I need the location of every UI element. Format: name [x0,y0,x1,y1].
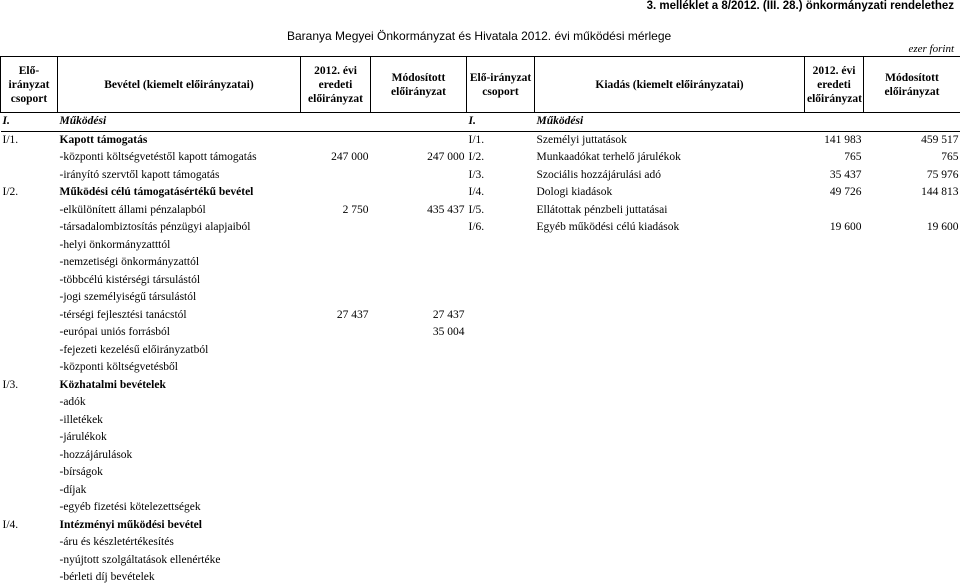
row-expense-label [535,254,805,272]
row-right-original [805,272,864,290]
row-revenue-label: -térségi fejlesztési tanácstól [59,308,187,321]
row-expense-label: Személyi juttatások [536,133,627,146]
row-revenue-label: -hozzájárulások [59,448,133,461]
document-title: Baranya Megyei Önkormányzat és Hivatala 2012. évi működési mérlege [287,29,672,43]
row-revenue-label: -nyújtott szolgáltatások ellenértéke [59,553,221,566]
row-expense-label [535,447,805,465]
section-right-code: I. [467,113,535,132]
row-right-original: 765 [844,151,862,164]
row-right-original [805,289,864,307]
row-right-code [467,534,535,552]
row-expense-label [535,412,805,430]
row-revenue-label: -nemzetiségi önkormányzattól [59,256,200,269]
row-left-modified [371,272,467,290]
row-right-original: 141 983 [824,133,862,146]
row-revenue-label: -díjak [59,483,87,496]
row-revenue-label: -európai uniós forrásból [59,326,170,339]
row-left-modified [371,254,467,272]
row-right-modified [864,342,960,360]
row-left-modified: 435 437 [427,203,465,216]
row-left-original [301,184,371,202]
row-expense-label [535,289,805,307]
row-right-original [805,324,864,342]
row-right-original: 19 600 [829,221,862,234]
row-left-original [301,534,371,552]
col-mod-left: Módosított előirányzat [371,57,467,113]
row-expense-label [535,377,805,395]
row-right-code [467,272,535,290]
row-left-modified: 35 004 [432,326,465,339]
row-left-original [301,167,371,185]
row-left-modified [371,569,467,587]
row-left-code [1,394,58,412]
row-right-modified [864,377,960,395]
row-expense-label [535,482,805,500]
unit-label: ezer forint [908,43,954,55]
row-expense-label [535,569,805,587]
row-left-original [301,569,371,587]
table-row [1,219,960,237]
row-left-original [301,359,371,377]
row-left-modified: 247 000 [427,151,465,164]
row-right-original [805,552,864,570]
row-left-modified: 27 437 [432,308,465,321]
row-right-modified [864,499,960,517]
col-orig-right: 2012. évi eredeti előirányzat [805,57,864,113]
row-right-modified [864,464,960,482]
row-left-original [301,552,371,570]
row-right-original [805,412,864,430]
table-row [1,254,960,272]
row-right-original [805,482,864,500]
row-right-modified [864,289,960,307]
row-right-code [467,394,535,412]
row-right-modified [864,202,960,220]
row-left-code: I/4. [2,518,19,531]
row-right-code [467,552,535,570]
row-left-original: 247 000 [331,151,369,164]
table-row [1,412,960,430]
row-right-code [467,517,535,535]
section-empty [301,113,371,132]
row-right-code [467,447,535,465]
row-left-modified [371,167,467,185]
row-left-code [1,429,58,447]
row-left-original [301,237,371,255]
row-expense-label: Egyéb működési célú kiadások [536,221,680,234]
row-left-original [301,412,371,430]
row-left-original [301,447,371,465]
row-right-original [805,202,864,220]
row-right-code [467,324,535,342]
row-left-modified [371,289,467,307]
row-left-modified [371,517,467,535]
table-row [1,289,960,307]
row-left-modified [371,447,467,465]
col-mod-right: Módosított előirányzat [864,57,960,113]
row-right-code: I/4. [468,186,485,199]
row-right-original [805,464,864,482]
row-right-modified [864,307,960,325]
row-left-modified [371,377,467,395]
row-left-original [301,464,371,482]
row-right-code [467,342,535,360]
row-expense-label [535,534,805,552]
row-left-modified [371,219,467,237]
row-left-code [1,359,58,377]
row-left-modified [371,131,467,149]
row-revenue-label: Közhatalmi bevételek [59,378,166,391]
row-left-original [301,499,371,517]
row-revenue-label: -áru és készletértékesítés [59,536,174,549]
row-left-code [1,552,58,570]
table-row [1,272,960,290]
row-right-modified: 144 813 [921,186,959,199]
row-revenue-label: Működési célú támogatásértékű bevétel [59,186,254,199]
row-right-original [805,254,864,272]
row-left-code [1,307,58,325]
balance-table [0,56,960,587]
table-row [1,499,960,517]
row-expense-label [535,324,805,342]
row-expense-label: Munkaadókat terhelő járulékok [536,151,681,164]
annex-reference: 3. melléklet a 8/2012. (III. 28.) önkormányzati rendelethez [646,0,954,12]
row-left-code [1,324,58,342]
row-expense-label [535,272,805,290]
row-right-code [467,237,535,255]
row-right-modified: 459 517 [921,133,959,146]
row-left-modified [371,237,467,255]
row-revenue-label: -jogi személyiségű társulástól [59,291,197,304]
row-right-modified [864,272,960,290]
table-row [1,464,960,482]
row-left-original [301,254,371,272]
row-right-original [805,569,864,587]
row-left-code [1,202,58,220]
row-left-modified [371,429,467,447]
row-left-original: 2 750 [342,203,369,216]
table-row [1,307,960,325]
row-right-code: I/5. [468,203,485,216]
row-right-original [805,342,864,360]
row-left-code [1,289,58,307]
row-right-modified: 765 [941,151,959,164]
table-row [1,377,960,395]
row-left-code [1,482,58,500]
row-expense-label [535,464,805,482]
table-row [1,359,960,377]
row-expense-label [535,359,805,377]
row-left-code [1,569,58,587]
row-left-code [1,272,58,290]
row-right-original [805,429,864,447]
row-left-original [301,219,371,237]
row-right-original [805,517,864,535]
row-right-original: 35 437 [829,168,862,181]
row-left-modified [371,552,467,570]
section-empty [805,113,864,132]
row-right-original [805,307,864,325]
row-expense-label: Szociális hozzájárulási adó [536,168,662,181]
row-left-original [301,377,371,395]
row-right-original [805,499,864,517]
row-revenue-label: -fejezeti kezelésű előirányzatból [59,343,209,356]
row-right-original [805,359,864,377]
table-row [1,447,960,465]
row-left-code [1,237,58,255]
row-right-modified [864,324,960,342]
table-row [1,184,960,202]
row-left-code: I/3. [2,378,19,391]
row-left-code: I/2. [2,186,19,199]
row-right-original [805,534,864,552]
row-right-code [467,412,535,430]
row-left-original [301,289,371,307]
row-right-original [805,394,864,412]
row-left-modified [371,464,467,482]
row-right-modified: 75 976 [926,168,959,181]
row-left-code [1,149,58,167]
row-left-code [1,219,58,237]
row-right-original [805,447,864,465]
table-row [1,149,960,167]
row-left-code [1,499,58,517]
row-right-modified [864,482,960,500]
row-revenue-label: -bérleti díj bevételek [59,571,155,584]
row-right-code [467,464,535,482]
row-right-modified [864,412,960,430]
row-right-code [467,377,535,395]
row-right-modified [864,254,960,272]
row-revenue-label: -központi költségvetésből [59,361,178,374]
row-expense-label: Ellátottak pénzbeli juttatásai [536,203,668,216]
table-row [1,342,960,360]
row-left-modified [371,534,467,552]
row-right-original [805,377,864,395]
row-right-code [467,429,535,447]
row-right-modified [864,534,960,552]
row-revenue-label: -járulékok [59,431,107,444]
row-left-original [301,394,371,412]
row-left-modified [371,482,467,500]
row-right-code [467,482,535,500]
row-left-code [1,167,58,185]
section-empty [864,113,960,132]
table-row [1,517,960,535]
row-right-code: I/1. [468,133,485,146]
row-expense-label [535,237,805,255]
row-right-modified [864,237,960,255]
table-row [1,237,960,255]
row-revenue-label: -elkülönített állami pénzalapból [59,203,206,216]
row-revenue-label: -társadalombiztosítás pénzügyi alapjaiból [59,221,251,234]
row-right-code [467,289,535,307]
table-row [1,167,960,185]
section-right-label: Működési [535,113,805,132]
row-right-code [467,254,535,272]
table-row [1,569,960,587]
row-expense-label [535,307,805,325]
row-expense-label [535,499,805,517]
row-left-original [301,131,371,149]
table-row [1,482,960,500]
row-revenue-label: Kapott támogatás [59,133,148,146]
section-row [1,113,960,132]
row-left-code [1,464,58,482]
row-revenue-label: -irányító szervtől kapott támogatás [59,168,220,181]
table-row [1,552,960,570]
row-expense-label [535,517,805,535]
row-left-original [301,517,371,535]
row-left-original [301,482,371,500]
col-expense: Kiadás (kiemelt előirányzatai) [535,57,805,113]
row-expense-label [535,394,805,412]
row-right-modified [864,429,960,447]
table-row [1,324,960,342]
row-left-original [301,342,371,360]
row-right-modified [864,552,960,570]
row-left-code [1,254,58,272]
row-right-modified [864,569,960,587]
section-left-label: Működési [58,113,301,132]
row-left-original [301,429,371,447]
row-right-original: 49 726 [829,186,862,199]
row-expense-label [535,342,805,360]
row-revenue-label: -egyéb fizetési kötelezettségek [59,501,201,514]
row-revenue-label: -többcélú kistérségi társulástól [59,273,201,286]
row-right-code: I/2. [468,151,485,164]
row-left-modified [371,412,467,430]
table-row [1,394,960,412]
row-revenue-label: -illetékek [59,413,103,426]
row-right-code [467,569,535,587]
col-group-left: Elő-irányzat csoport [1,57,58,113]
col-orig-left: 2012. évi eredeti előirányzat [301,57,371,113]
row-expense-label [535,552,805,570]
table-row [1,534,960,552]
col-revenue: Bevétel (kiemelt előirányzatai) [58,57,301,113]
row-right-modified [864,447,960,465]
row-expense-label: Dologi kiadások [536,186,613,199]
row-revenue-label: -központi költségvetéstől kapott támogatás [59,151,257,164]
row-left-code [1,534,58,552]
row-left-original: 27 437 [336,308,369,321]
row-right-code [467,307,535,325]
section-empty [371,113,467,132]
row-left-modified [371,342,467,360]
row-right-code: I/3. [468,168,485,181]
row-left-modified [371,359,467,377]
row-left-modified [371,184,467,202]
row-left-code [1,447,58,465]
row-left-code: I/1. [2,133,19,146]
row-revenue-label: -helyi önkormányzatttól [59,238,171,251]
row-left-original [301,272,371,290]
row-right-modified [864,394,960,412]
row-right-modified [864,359,960,377]
row-left-modified [371,499,467,517]
section-left-code: I. [1,113,58,132]
row-revenue-label: -adók [59,396,86,409]
table-row [1,202,960,220]
row-left-code [1,412,58,430]
row-right-code [467,499,535,517]
row-left-original [301,324,371,342]
header-row [1,57,960,113]
table-row [1,429,960,447]
row-expense-label [535,429,805,447]
row-right-modified: 19 600 [926,221,959,234]
row-left-code [1,342,58,360]
row-revenue-label: -bírságok [59,466,103,479]
row-right-original [805,237,864,255]
table-row [1,131,960,149]
row-left-modified [371,394,467,412]
col-group-right: Elő-irányzat csoport [467,57,535,113]
row-revenue-label: Intézményi működési bevétel [59,518,202,531]
row-right-code [467,359,535,377]
row-right-modified [864,517,960,535]
row-right-code: I/6. [468,221,485,234]
